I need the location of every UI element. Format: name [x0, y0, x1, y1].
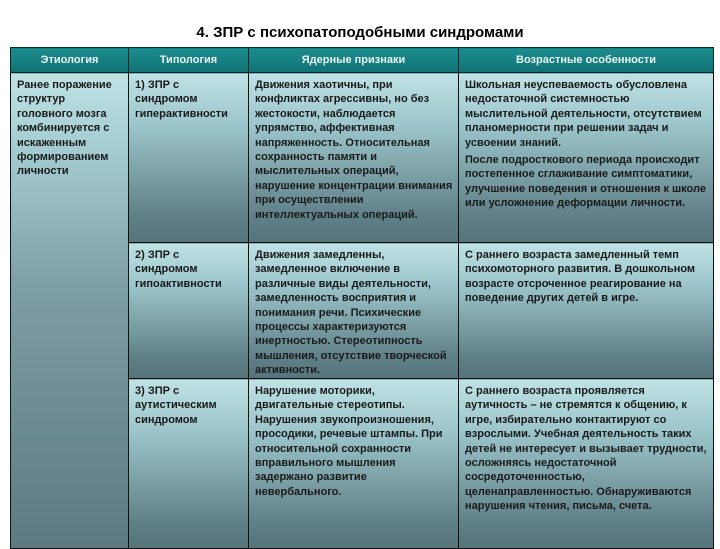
core-signs-cell: Движения замедленны, замедленное включение в различные виды деятельности, замедленность восприятия и понимания речи. Психические процессы характеризуются инертностью. Стереотипность мышления, отсутствие творческой активности. [249, 243, 459, 379]
header-typology: Типология [129, 48, 249, 73]
typology-cell: 3) ЗПР с аутистическим синдромом [129, 379, 249, 549]
header-age-features: Возрастные особенности [459, 48, 714, 73]
age-paragraph: С раннего возраста замедленный темп психомоторного развития. В дошкольном возрасте отсроченное реагирование на поведение других детей в игре. [465, 249, 696, 305]
syndromes-table [10, 47, 714, 549]
header-etiology: Этиология [11, 48, 129, 73]
age-features-cell [459, 379, 714, 549]
age-features-cell [459, 73, 714, 243]
table-header-row [11, 48, 714, 73]
typology-cell: 2) ЗПР с синдромом гипоактивности [129, 243, 249, 379]
page-title: 4. ЗПР с психопатоподобными синдромами [196, 24, 524, 41]
age-paragraph: С раннего возраста проявляется аутичность – не стремятся к общению, к игре, избирательно контактируют со взрослыми. Учебная деятельность таких детей не интересует и вызывает трудности, осложняясь недостаточной сосредоточенностью, целенаправленностью. Обнаруживаются нарушения чтения, письма, счета. [465, 385, 707, 513]
age-paragraph: После подросткового периода происходит постепенное сглаживание симптоматики, улучшение поведения и отношения к школе или усложнение деформации личности. [465, 154, 706, 210]
header-core-signs: Ядерные признаки [249, 48, 459, 73]
core-signs-cell: Нарушение моторики, двигательные стереотипы. Нарушения звукопроизношения, просодики, речевые штампы. При относительной сохранности вправильного мышления задержано развитие невербального. [249, 379, 459, 549]
age-features-cell [459, 243, 714, 379]
age-paragraph: Школьная неуспеваемость обусловлена недостаточной системностью мыслительной деятельности, отсутствием планомерности при решении задач и усвоении знаний. [465, 79, 702, 149]
typology-cell: 1) ЗПР с синдромом гиперактивности [129, 73, 249, 243]
table-row [11, 73, 714, 243]
core-signs-cell: Движения хаотичны, при конфликтах агрессивны, но без жестокости, наблюдается упрямство, аффективная напряженность. Относительная сохранность памяти и мыслительных операций, нарушение концентрации внимания при осуществлении интеллектуальных операций. [249, 73, 459, 243]
etiology-cell: Ранее поражение структур головного мозга комбинируется с искаженным формированием личности [11, 73, 129, 549]
